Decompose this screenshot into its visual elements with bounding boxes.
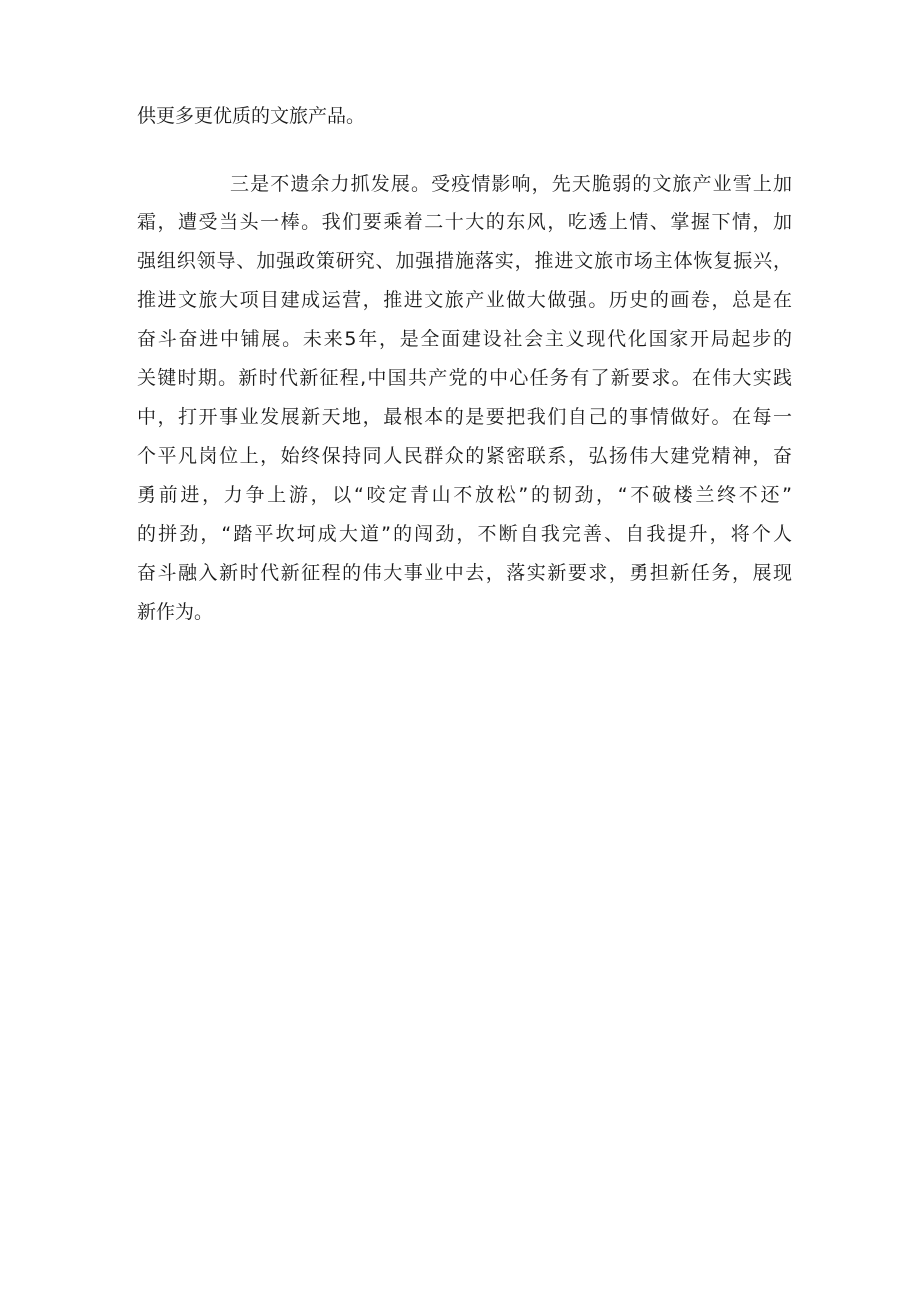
paragraph-line: 勇前进，力争上游，以“咬定青山不放松”的韧劲，“不破楼兰终不还” — [137, 484, 792, 506]
paragraph-line: 关键时期。新时代新征程,中国共产党的中心任务有了新要求。在伟大实践 — [137, 367, 792, 389]
carryover-line: 供更多更优质的文旅产品。 — [137, 105, 366, 127]
paragraph-line: 奋斗融入新时代新征程的伟大事业中去，落实新要求，勇担新任务，展现 — [137, 562, 792, 584]
paragraph-line: 奋斗奋进中铺展。未来5年，是全面建设社会主义现代化国家开局起步的 — [137, 328, 792, 350]
paragraph-line: 三是不遗余力抓发展。受疫情影响，先天脆弱的文旅产业雪上加 — [230, 173, 792, 195]
paragraph-line: 强组织领导、加强政策研究、加强措施落实，推进文旅市场主体恢复振兴， — [137, 250, 792, 272]
paragraph-line: 中，打开事业发展新天地，最根本的是要把我们自己的事情做好。在每一 — [137, 406, 792, 428]
paragraph-line: 霜，遭受当头一棒。我们要乘着二十大的东风，吃透上情、掌握下情，加 — [137, 211, 792, 233]
paragraph-line: 新作为。 — [137, 601, 214, 623]
paragraph-line: 推进文旅大项目建成运营，推进文旅产业做大做强。历史的画卷，总是在 — [137, 289, 792, 311]
paragraph-line: 的拼劲，“踏平坎坷成大道”的闯劲，不断自我完善、自我提升，将个人 — [137, 523, 792, 545]
paragraph-line: 个平凡岗位上，始终保持同人民群众的紧密联系，弘扬伟大建党精神，奋 — [137, 445, 792, 467]
